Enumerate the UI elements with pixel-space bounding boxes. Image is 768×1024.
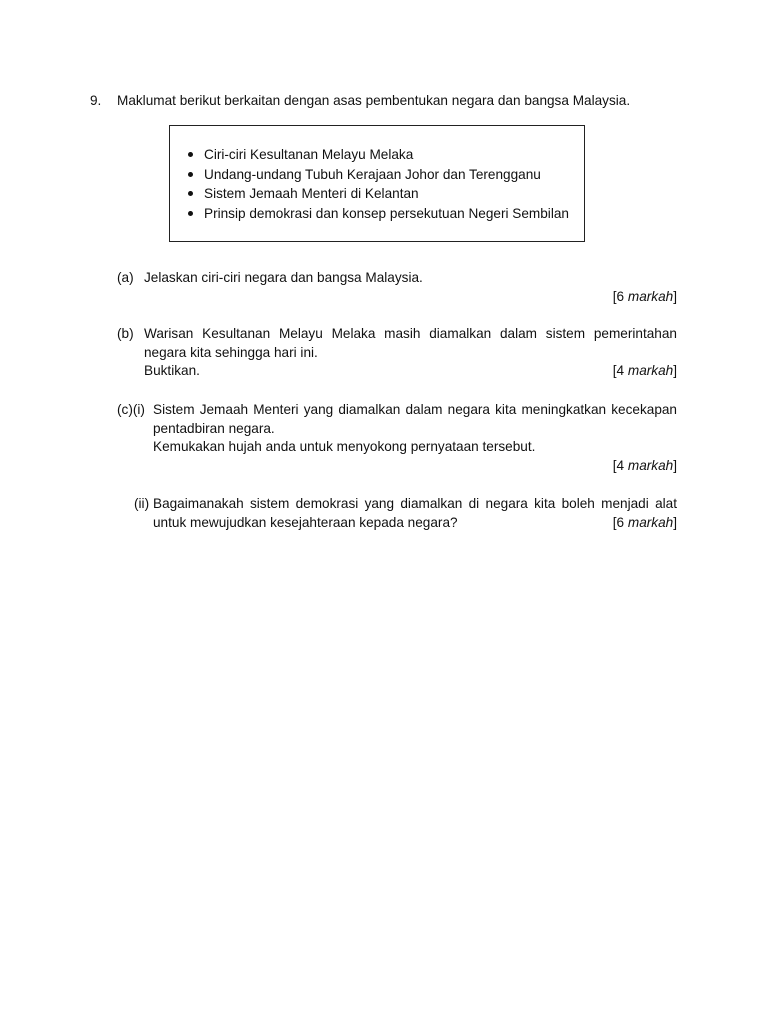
part-a-body — [144, 269, 677, 288]
marks-number: [6 — [612, 288, 628, 304]
part-b-label: (b) — [117, 326, 134, 341]
info-box — [169, 125, 585, 242]
part-b-line-1: Warisan Kesultanan Melayu Melaka masih diamalkan dalam sistem pemerintahan — [144, 326, 677, 341]
part-c-ii-body — [153, 495, 677, 532]
question-number: 9. — [90, 93, 102, 108]
part-a-label: (a) — [117, 270, 134, 285]
part-b-body — [144, 325, 677, 381]
part-b-line-2: negara kita sehingga hari ini. — [144, 344, 318, 360]
part-c-i-label: (c)(i) — [117, 402, 145, 417]
info-list — [184, 145, 569, 223]
part-b — [117, 325, 677, 381]
part-c-ii-line-2: untuk mewujudkan kesejahteraan kepada negara? — [153, 514, 458, 530]
marks-number: [6 — [612, 514, 628, 530]
part-c-i-line-1: Sistem Jemaah Menteri yang diamalkan dalam negara kita meningkatkan kecekapan — [153, 402, 677, 417]
part-b-marks — [613, 362, 677, 381]
part-c-ii-marks — [613, 514, 677, 533]
part-a — [117, 269, 677, 304]
part-b-line-3: Buktikan. — [144, 363, 200, 378]
bullet-icon — [188, 191, 193, 196]
part-c-i-line-3: Kemukakan hujah anda untuk menyokong pernyataan tersebut. — [153, 439, 536, 454]
marks-word: markah — [627, 514, 674, 530]
info-item-text: Ciri-ciri Kesultanan Melayu Melaka — [204, 147, 414, 162]
bullet-icon — [188, 152, 193, 157]
part-a-line-1: Jelaskan ciri-ciri negara dan bangsa Malaysia. — [144, 270, 423, 285]
part-c-ii-label: (ii) — [134, 496, 150, 511]
info-list-item — [184, 184, 569, 204]
info-item-text: Prinsip demokrasi dan konsep persekutuan Negeri Sembilan — [204, 205, 569, 221]
question-stem: Maklumat berikut berkaitan dengan asas pembentukan negara dan bangsa Malaysia. — [117, 93, 631, 108]
marks-word: markah — [627, 458, 674, 473]
part-c-ii-line-1: Bagaimanakah sistem demokrasi yang diamalkan di negara kita boleh menjadi alat — [153, 496, 677, 511]
marks-close: ] — [673, 363, 677, 378]
info-item-text: Sistem Jemaah Menteri di Kelantan — [204, 186, 419, 201]
part-a-marks — [613, 288, 677, 307]
info-list-item — [184, 165, 569, 185]
marks-word: markah — [627, 363, 674, 378]
bullet-icon — [188, 211, 193, 216]
marks-close: ] — [673, 288, 677, 304]
part-c-ii — [134, 495, 677, 532]
marks-number: [4 — [612, 458, 628, 473]
info-item-text: Undang-undang Tubuh Kerajaan Johor dan Terengganu — [204, 166, 541, 182]
part-c-i-marks — [613, 457, 677, 476]
info-list-item — [184, 204, 569, 224]
marks-close: ] — [673, 514, 677, 530]
bullet-icon — [188, 172, 193, 177]
info-list-item — [184, 145, 569, 165]
marks-number: [4 — [612, 363, 628, 378]
part-c-i-line-2: pentadbiran negara. — [153, 420, 275, 436]
part-c-i-body — [153, 401, 677, 457]
part-c-i — [117, 401, 677, 473]
marks-word: markah — [627, 288, 674, 304]
marks-close: ] — [673, 458, 677, 473]
